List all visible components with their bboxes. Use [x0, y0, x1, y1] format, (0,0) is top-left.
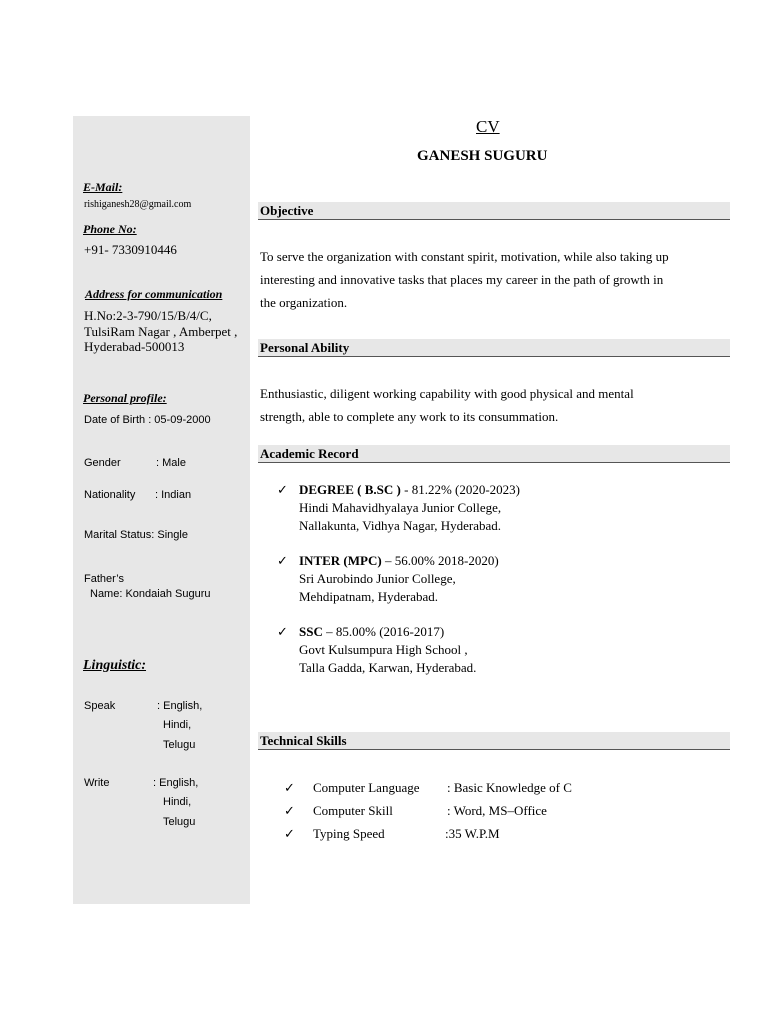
check-icon: ✓ — [284, 826, 295, 841]
address-line-3: Hyderabad-500013 — [84, 339, 185, 354]
academic-ssc-line-1: Govt Kulsumpura High School , — [299, 642, 468, 657]
academic-degree-line-2: Nallakunta, Vidhya Nagar, Hyderabad. — [299, 518, 502, 533]
academic-inter-title: INTER (MPC) — [299, 553, 382, 568]
father-label: Father’s — [84, 573, 124, 585]
email-heading: E-Mail: — [83, 180, 123, 194]
skills-heading-bar — [258, 732, 730, 750]
academic-inter-line-2: Mehdipatnam, Hyderabad. — [299, 589, 438, 604]
objective-line-3: the organization. — [260, 295, 348, 310]
skill-label: Typing Speed — [313, 826, 385, 841]
speak-value-1: : English, — [157, 700, 203, 712]
academic-degree-title: DEGREE ( B.SC ) — [299, 482, 401, 497]
profile-heading: Personal profile: — [83, 391, 167, 405]
phone-heading: Phone No: — [83, 222, 137, 236]
ability-line-1: Enthusiastic, diligent working capability with good physical and mental — [260, 386, 634, 401]
speak-label: Speak — [84, 700, 116, 712]
academic-inter-line-1: Sri Aurobindo Junior College, — [299, 571, 456, 586]
objective-line-2: interesting and innovative tasks that places my career in the path of growth in — [260, 272, 664, 287]
academic-heading: Academic Record — [260, 446, 359, 461]
ability-line-2: strength, able to complete any work to its consummation. — [260, 409, 559, 424]
academic-heading-bar — [258, 445, 730, 463]
academic-degree-line-1: Hindi Mahavidhyalaya Junior College, — [299, 500, 502, 515]
write-value-2: Hindi, — [163, 796, 192, 808]
skill-value: :35 W.P.M — [445, 826, 500, 841]
candidate-name: GANESH SUGURU — [417, 148, 548, 164]
academic-ssc-title: SSC — [299, 624, 323, 639]
skills-heading: Technical Skills — [260, 733, 347, 748]
check-icon: ✓ — [284, 803, 295, 818]
objective-heading: Objective — [260, 203, 314, 218]
academic-ssc-line-2: Talla Gadda, Karwan, Hyderabad. — [299, 660, 477, 675]
nationality-value: : Indian — [155, 489, 192, 501]
check-icon: ✓ — [277, 553, 288, 568]
skill-label: Computer Skill — [313, 803, 393, 818]
ability-text — [260, 382, 730, 428]
email-value: rishiganesh28@gmail.com — [84, 199, 192, 210]
marital-status: Marital Status: Single — [84, 529, 188, 541]
father-name: Name: Kondaiah Suguru — [90, 588, 211, 600]
speak-value-2: Hindi, — [163, 719, 192, 731]
objective-line-1: To serve the organization with constant spirit, motivation, while also taking up — [260, 249, 669, 264]
ability-heading-bar — [258, 339, 730, 357]
ability-heading: Personal Ability — [260, 340, 350, 355]
address-line-2: TulsiRam Nagar , Amberpet , — [84, 324, 238, 339]
check-icon: ✓ — [277, 482, 288, 497]
document-title: CV — [476, 117, 500, 136]
write-value-1: : English, — [153, 777, 199, 789]
check-icon: ✓ — [277, 624, 288, 639]
skill-value: : Basic Knowledge of C — [447, 780, 572, 795]
speak-value-3: Telugu — [163, 739, 196, 751]
linguistic-heading: Linguistic: — [83, 658, 147, 673]
objective-heading-bar — [258, 202, 730, 220]
academic-ssc-score: – 85.00% (2016-2017) — [322, 624, 445, 639]
skill-label: Computer Language — [313, 780, 420, 795]
address-line-1: H.No:2-3-790/15/B/4/C, — [84, 308, 212, 323]
dob: Date of Birth : 05-09-2000 — [84, 414, 211, 426]
write-label: Write — [84, 777, 110, 789]
academic-degree-score: - 81.22% (2020-2023) — [400, 482, 521, 497]
objective-text — [260, 245, 730, 314]
academic-inter-score: – 56.00% 2018-2020) — [381, 553, 499, 568]
nationality-label: Nationality — [84, 489, 136, 501]
address-heading: Address for communication — [85, 287, 223, 301]
write-value-3: Telugu — [163, 816, 196, 828]
gender-value: : Male — [156, 457, 186, 469]
gender-label: Gender — [84, 457, 121, 469]
skill-value: : Word, MS–Office — [447, 803, 547, 818]
check-icon: ✓ — [284, 780, 295, 795]
phone-value: +91- 7330910446 — [84, 242, 177, 257]
